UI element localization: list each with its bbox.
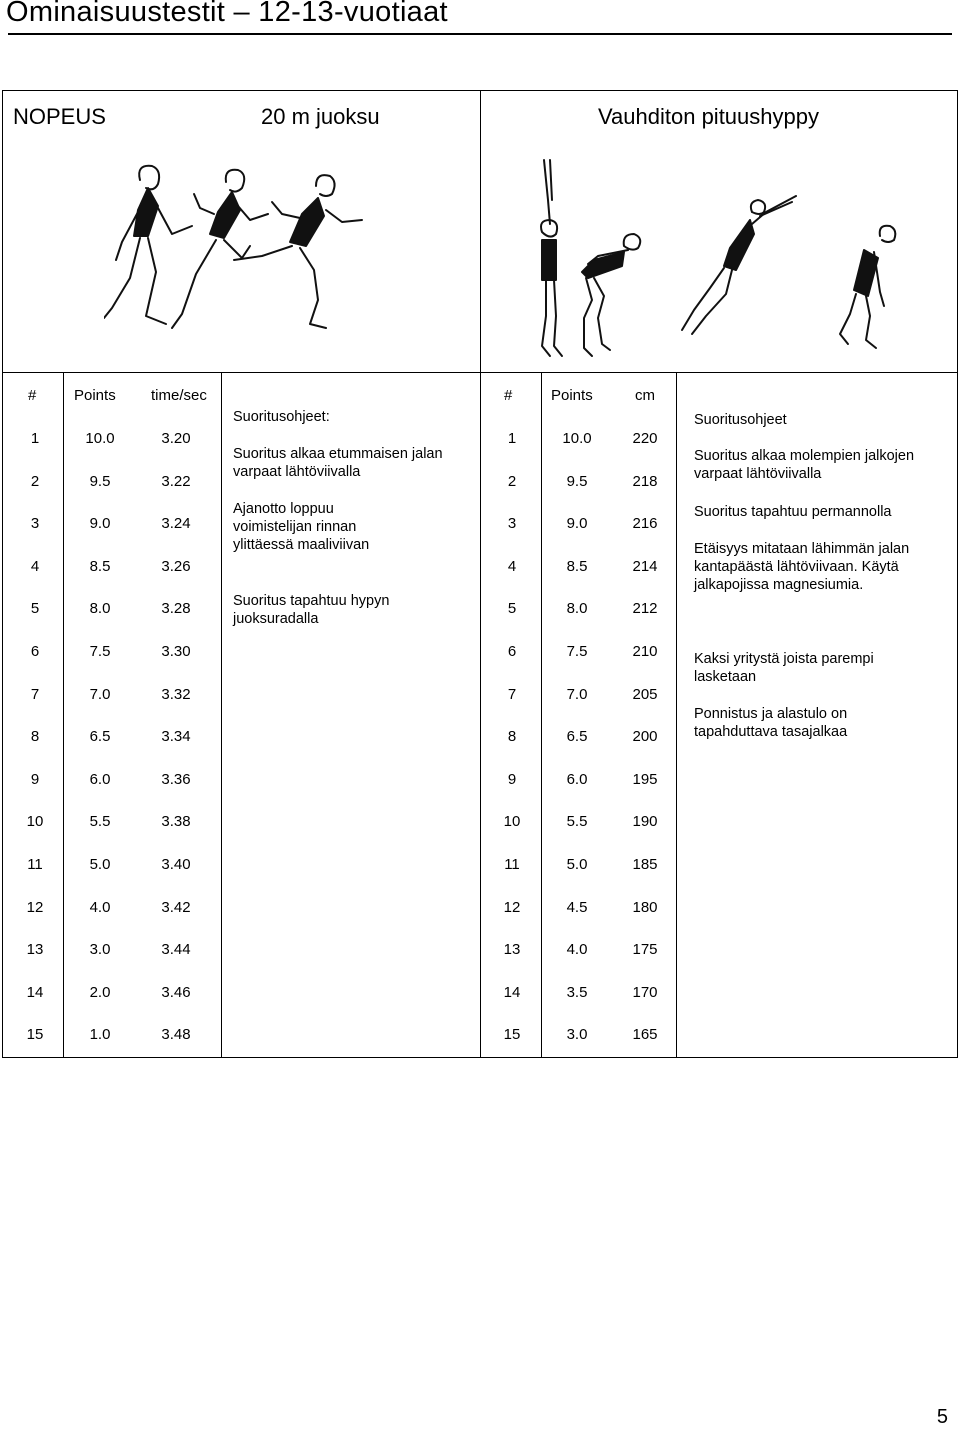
jump-table-cell: 9	[507, 770, 517, 788]
category-label: NOPEUS	[13, 104, 106, 129]
run-table-cell: 14	[26, 983, 44, 1001]
jump-table-cell: 4.0	[566, 941, 588, 959]
jump-instructions-attempts: Kaksi yritystä joista parempi lasketaan	[694, 651, 874, 685]
jump-table-cell: 4	[507, 557, 517, 575]
run-instructions-heading: Suoritusohjeet:	[233, 409, 330, 425]
run-instructions-timing: Ajanotto loppuu voimistelijan rinnan ylittäessä maaliviivan	[233, 501, 370, 553]
jump-table-cell: 220	[632, 430, 658, 447]
test-column-divider	[480, 90, 481, 1058]
run-table-cell: 3.22	[161, 472, 191, 490]
jump-table-cell: 7.5	[566, 643, 588, 660]
jump-table-cell: 185	[632, 856, 658, 873]
run-table-cell: 2	[30, 472, 40, 490]
jump-table-cell: 212	[632, 600, 658, 618]
sprinter-figure-1	[104, 166, 192, 324]
sprinter-figure-2	[172, 170, 268, 328]
run-table-cell: 3.30	[161, 643, 191, 660]
jump-table-cell: 11	[504, 856, 520, 873]
jump-table-cell: 170	[632, 983, 658, 1001]
jump-table-cell: 3.0	[566, 1026, 588, 1044]
jump-instructions-floor: Suoritus tapahtuu permannolla	[694, 504, 892, 520]
page-title: Ominaisuustestit – 12-13-vuotiaat	[6, 0, 448, 28]
run-table-cell: 7.5	[89, 643, 111, 660]
run-table-cell: 7	[30, 685, 40, 703]
jump-table-cell: 6.0	[566, 770, 588, 788]
run-table-cell: 3.26	[161, 557, 191, 575]
jump-table-cell: 175	[632, 941, 658, 959]
run-table-cell: 3.34	[161, 728, 191, 746]
jump-table-cell: 5	[507, 600, 517, 618]
run-table-cell: 4.0	[89, 898, 111, 916]
run-table-cell: 3.36	[161, 770, 191, 788]
run-table-cell: 3.28	[161, 600, 191, 618]
run-table-cell: 6.5	[89, 728, 111, 746]
run-test-title: 20 m juoksu	[261, 104, 380, 129]
jumper-crouch	[582, 234, 640, 356]
run-table-cell: 6	[30, 643, 40, 660]
jump-col-cm: cm	[635, 387, 655, 404]
run-table-cell: 3	[30, 515, 40, 533]
jump-table-cell: 6	[507, 643, 517, 660]
run-table-cell: 8.0	[89, 600, 111, 618]
jump-table-cell: 5.0	[566, 856, 588, 873]
run-table-cell: 8.5	[89, 557, 111, 575]
jump-col-number: #	[504, 387, 513, 404]
run-table-cell: 1.0	[89, 1026, 111, 1044]
jumper-landing	[840, 226, 895, 348]
jump-instructions-measure: Etäisyys mitataan lähimmän jalan kantapäästä lähtöviivaan. Käytä jalkapojissa magnesiumia.	[694, 541, 910, 593]
run-col-points: Points	[74, 387, 116, 404]
run-col-time: time/sec	[151, 387, 207, 404]
run-table-cell: 3.20	[161, 430, 191, 447]
jump-table-cell: 214	[632, 557, 658, 575]
jump-table-cell: 13	[503, 941, 521, 959]
jump-table-cell: 3.5	[566, 983, 588, 1001]
run-instructions-divider	[221, 372, 222, 1058]
run-table-cell: 6.0	[89, 770, 111, 788]
jump-instructions-takeoff: Ponnistus ja alastulo on tapahduttava tasajalkaa	[694, 706, 848, 740]
run-table-cell: 5.5	[89, 813, 111, 831]
run-table-cell: 3.40	[161, 856, 191, 873]
run-instructions-start: Suoritus alkaa etummaisen jalan varpaat lähtöviivalla	[233, 446, 443, 480]
jump-table-cell: 210	[632, 643, 658, 660]
jumper-flight	[682, 196, 796, 334]
run-table-cell: 3.0	[89, 941, 111, 959]
jump-table-cell: 12	[503, 898, 521, 916]
jump-table-cell: 9.5	[566, 472, 588, 490]
run-table-cell: 5	[30, 600, 40, 618]
run-table-cell: 8	[30, 728, 40, 746]
jump-table-cell: 10	[503, 813, 521, 831]
jump-instructions-divider	[676, 372, 677, 1058]
run-table-cell: 9.5	[89, 472, 111, 490]
jump-table-cell: 205	[632, 685, 658, 703]
run-table-cell: 7.0	[89, 685, 111, 703]
jump-table-cell: 6.5	[566, 728, 588, 746]
run-table-cell: 13	[26, 941, 44, 959]
jump-table-cell: 9.0	[566, 515, 588, 533]
run-table-cell: 11	[27, 856, 43, 873]
run-table-cell: 10.0	[85, 430, 115, 447]
jump-table-cell: 15	[503, 1026, 521, 1044]
run-table-cell: 9	[30, 770, 40, 788]
sprinter-figure-3	[234, 175, 362, 328]
run-table-cell: 3.46	[161, 983, 191, 1001]
run-col-number: #	[28, 387, 37, 404]
jump-table-cell: 7	[507, 685, 517, 703]
run-instructions-track: Suoritus tapahtuu hypyn juoksuradalla	[233, 593, 390, 627]
jump-table-cell: 8	[507, 728, 517, 746]
jump-table-cell: 8.5	[566, 557, 588, 575]
jump-table-cell: 165	[632, 1026, 658, 1044]
run-table-cell: 12	[26, 898, 44, 916]
jump-table-cell: 195	[632, 770, 658, 788]
sprinting-figures-illustration	[104, 158, 386, 338]
run-table-cell: 2.0	[89, 983, 111, 1001]
jump-table-cell: 218	[632, 472, 658, 490]
jump-table-cell: 7.0	[566, 685, 588, 703]
jump-table-cell: 216	[632, 515, 658, 533]
jump-table-cell: 180	[632, 898, 658, 916]
jump-test-title: Vauhditon pituushyppy	[598, 104, 819, 129]
jump-table-cell: 1	[507, 430, 517, 447]
run-table-cell: 3.48	[161, 1026, 191, 1044]
run-table-cell: 3.32	[161, 685, 191, 703]
run-table-cell: 3.24	[161, 515, 191, 533]
jump-table-cell: 14	[503, 983, 521, 1001]
jump-table-cell: 4.5	[566, 898, 588, 916]
run-table-cell: 5.0	[89, 856, 111, 873]
jump-table-cell: 3	[507, 515, 517, 533]
run-table-cell: 3.38	[161, 813, 191, 831]
run-table-cell: 3.44	[161, 941, 191, 959]
jump-col-points: Points	[551, 387, 593, 404]
long-jump-figures-illustration	[524, 156, 904, 364]
title-rule	[8, 33, 952, 35]
run-table-cell: 1	[30, 430, 40, 447]
jump-table-cell: 5.5	[566, 813, 588, 831]
jump-instructions-heading: Suoritusohjeet	[694, 412, 787, 428]
page-number: 5	[936, 1406, 948, 1428]
run-table-cell: 4	[30, 557, 40, 575]
run-table-cell: 15	[26, 1026, 44, 1044]
jump-table-cell: 190	[632, 813, 658, 831]
jump-table-cell: 8.0	[566, 600, 588, 618]
jump-table-cell: 10.0	[562, 430, 592, 447]
run-table-cell: 10	[26, 813, 44, 831]
jump-table-cell: 200	[632, 728, 658, 746]
jump-table-cell: 2	[507, 472, 517, 490]
run-table-cell: 3.42	[161, 898, 191, 916]
jump-instructions-start: Suoritus alkaa molempien jalkojen varpaat lähtöviivalla	[694, 448, 915, 482]
run-table-cell: 9.0	[89, 515, 111, 533]
jumper-arms-up	[541, 160, 562, 356]
